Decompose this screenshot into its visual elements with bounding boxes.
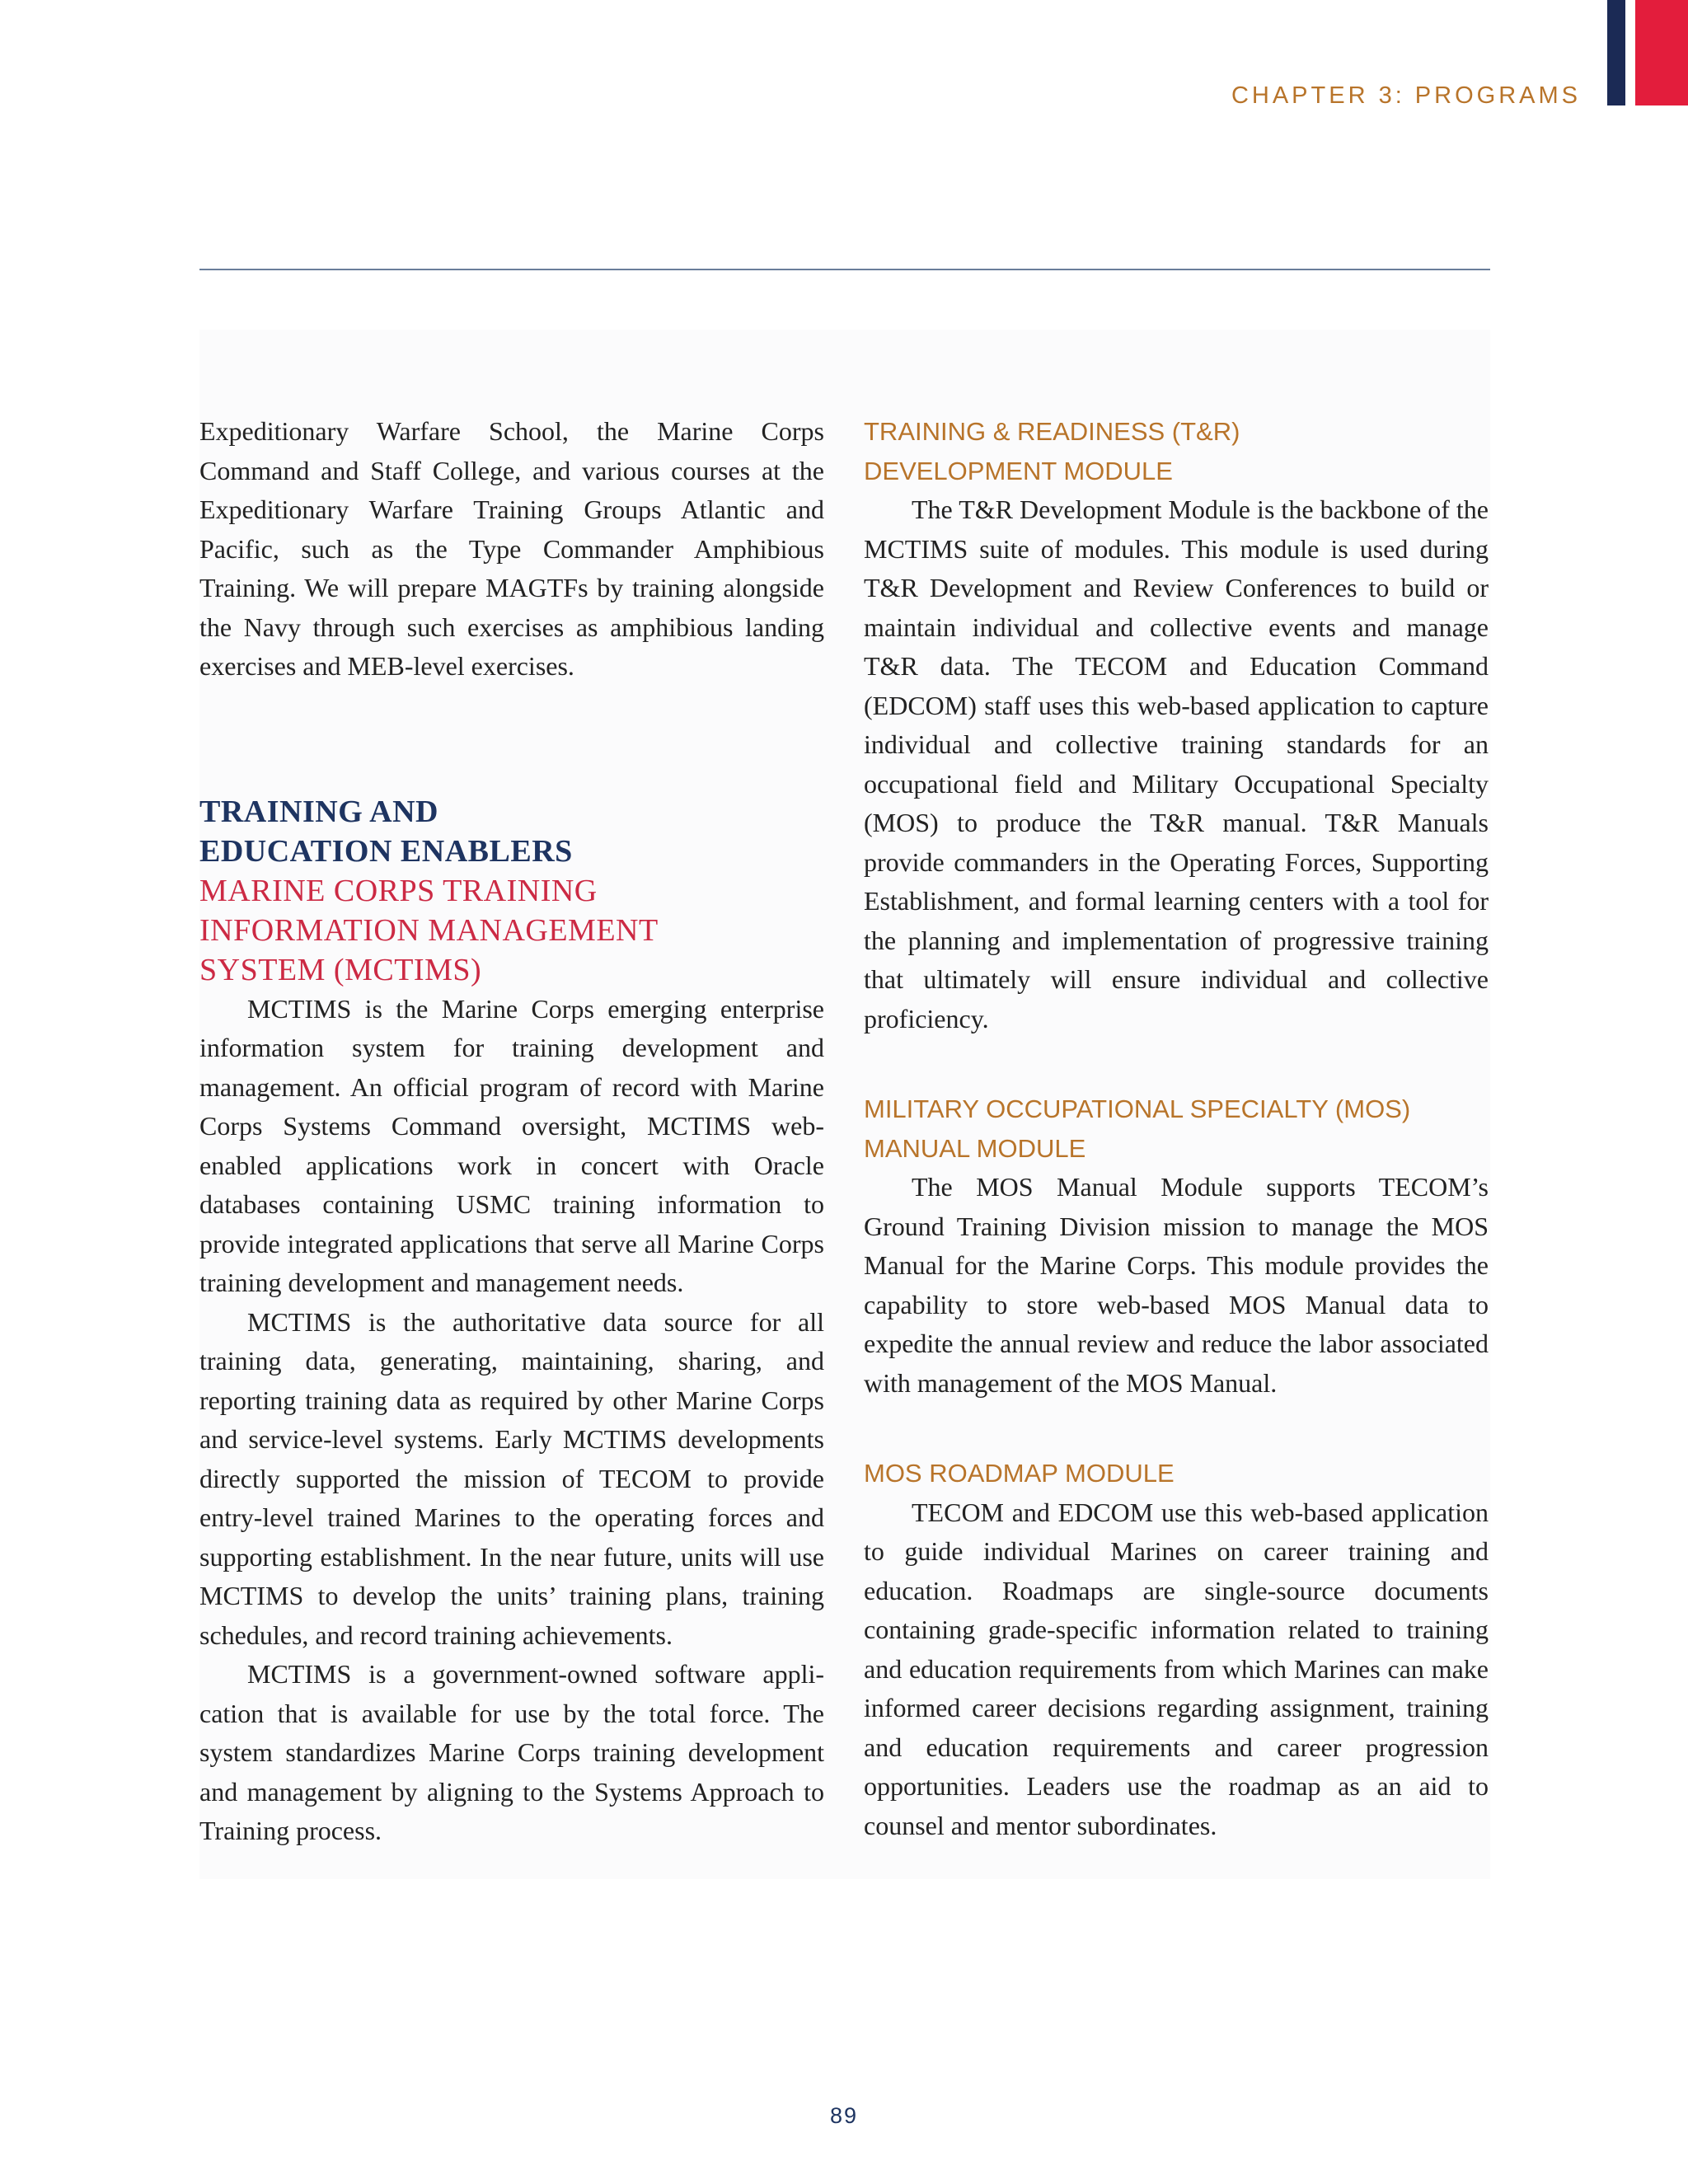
left-column [199,412,824,1851]
intro-paragraph: Expeditionary Warfare School, the Marine Corps Command and Staff College, and various courses at the Expeditionary Warfare Training Groups Atlantic and Pacific, such as the Type Commander Amphibious Training. We will prepare MAGTFs by training alongside the Navy through such exercises as amphibious landing exercises and MEB-level exercises. [199,416,824,681]
mctims-heading-line: MARINE CORPS TRAINING [199,873,598,908]
right-column [864,412,1489,1845]
mctims-heading-line: SYSTEM (MCTIMS) [199,952,482,987]
mctims-paragraph-1: MCTIMS is the Marine Corps emerging enterprise information system for training development and management. An official program of record with Marine Corps Systems Command oversight, MCTIMS web-enabled applications work in concert with Oracle databases containing USMC training information to provide integrated applications that serve all Marine Corps training development and management needs. [199,993,824,1297]
flag-stripe-red [1635,0,1688,105]
tr-module-heading-line: TRAINING & READINESS (T&R) [864,417,1240,446]
mctims-heading [199,871,824,990]
tr-module-heading-line: DEVELOPMENT MODULE [864,456,1173,485]
section-heading-line: EDUCATION ENABLERS [199,833,573,869]
roadmap-heading: MOS ROADMAP MODULE [864,1459,1175,1488]
mctims-paragraph-3: MCTIMS is a government-owned software application that is available for use by the total force. The system standardizes Marine Corps training development and management by aligning to the Systems Approach to Training process. [199,1659,824,1845]
mos-manual-heading-line: MILITARY OCCUPATIONAL SPECIALTY (MOS) [864,1094,1411,1123]
section-heading-line: TRAINING AND [199,794,438,829]
chapter-header: CHAPTER 3: PROGRAMS [1231,82,1581,109]
section-heading [199,792,824,871]
header-divider [199,269,1490,270]
mctims-paragraph-2: MCTIMS is the authoritative data source for all training data, generating, maintaining, sharing, and reporting training data as required by other Marine Corps and service-level systems. Early MCTIMS developments directly supported the mission of TECOM to provide entry-level trained Marines to the operating forces and supporting establishment. In the near future, units will use MCTIMS to develop the units’ training plans, training schedules, and record training achievements. [199,1306,824,1650]
mos-manual-paragraph: The MOS Manual Module supports TECOM’s Ground Training Division mission to manage the MOS Manual for the Marine Corps. This module provides the capability to store web-based MOS Manual data to expedite the annual review and reduce the labor associated with management of the MOS Manual. [864,1172,1489,1398]
page-number: 89 [829,2103,859,2128]
tr-module-heading [864,412,1489,490]
mctims-heading-line: INFORMATION MANAGEMENT [199,912,659,948]
tr-module-paragraph: The T&R Development Module is the backbone of the MCTIMS suite of modules. This module is used during T&R Development and Review Conferences to build or maintain individual and collective events and manage T&R data. The TECOM and Education Command (EDCOM) staff uses this web-based application to capture individual and collective training standards for an occupational field and Military Occupational Specialty (MOS) to produce the T&R manual. T&R Manuals provide commanders in the Operating Forces, Supporting Establishment, and formal learning centers with a tool for the planning and implementation of progressive training that ultimately will ensure individual and collective proficiency. [864,494,1489,1033]
flag-stripe-blue [1607,0,1625,105]
roadmap-paragraph: TECOM and EDCOM use this web-based application to guide individual Marines on career training and education. Roadmaps are single-source documents containing grade-specific information related to training and education requirements from which Marines can make informed career decisions regarding assignment, training and education requirements and career progression opportunities. Leaders use the roadmap as an aid to counsel and mentor subordinates. [864,1497,1489,1840]
mos-manual-heading [864,1090,1489,1168]
mos-manual-heading-line: MANUAL MODULE [864,1133,1086,1163]
